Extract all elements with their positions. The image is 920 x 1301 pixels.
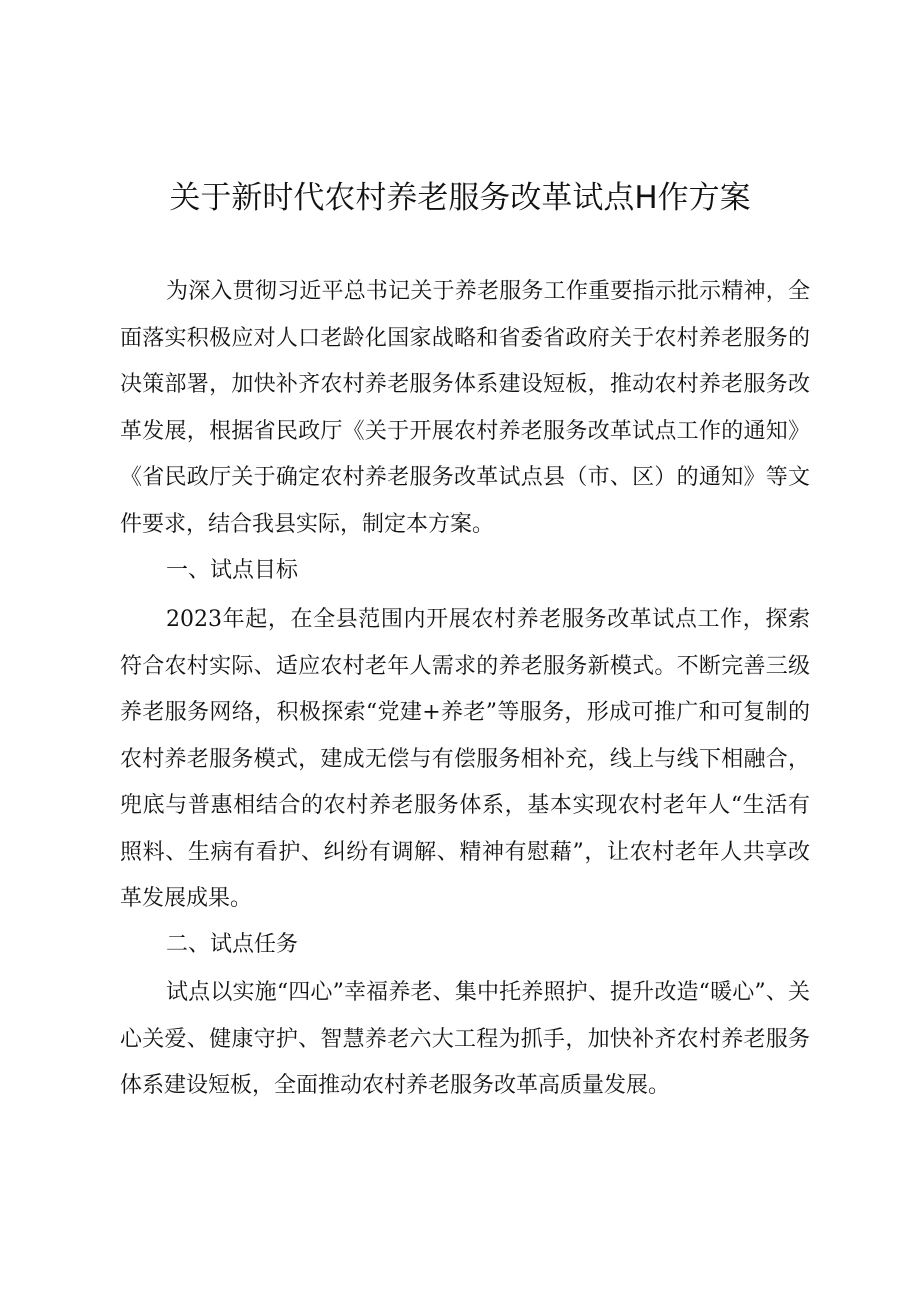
section-body-tasks: 试点以实施“四心”幸福养老、集中托养照护、提升改造“暖心”、关心关爱、健康守护、智慧养老六大工程为抓手，加快补齐农村养老服务体系建设短板，全面推动农村养老服务改革高质量发展。 <box>120 980 810 1098</box>
section-heading-goals: 一、试点目标 <box>166 558 299 583</box>
section-heading-tasks: 二、试点任务 <box>166 932 299 957</box>
section-body-goals: 2023年起，在全县范围内开展农村养老服务改革试点工作，探索符合农村实际、适应农村老年人需求的养老服务新模式。不断完善三级养老服务网络，积极探索“党建+养老”等服务，形成可推广和可复制的农村养老服务模式，建成无偿与有偿服务相补充，线上与线下相融合，兜底与普惠相结合的农村养老服务体系，基本实现农村老年人“生活有照料、生病有看护、纠纷有调解、精神有慰藉”，让农村老年人共享改革发展成果。 <box>120 607 810 911</box>
document-title: 关于新时代农村养老服务改革试点H作方案 <box>169 180 751 216</box>
intro-paragraph: 为深入贯彻习近平总书记关于养老服务工作重要指示批示精神，全面落实积极应对人口老龄化国家战略和省委省政府关于农村养老服务的决策部署，加快补齐农村养老服务体系建设短板，推动农村养老服务改革发展，根据省民政厅《关于开展农村养老服务改革试点工作的通知》《省民政厅关于确定农村养老服务改革试点县（市、区）的通知》等文件要求，结合我县实际，制定本方案。 <box>120 279 810 537</box>
